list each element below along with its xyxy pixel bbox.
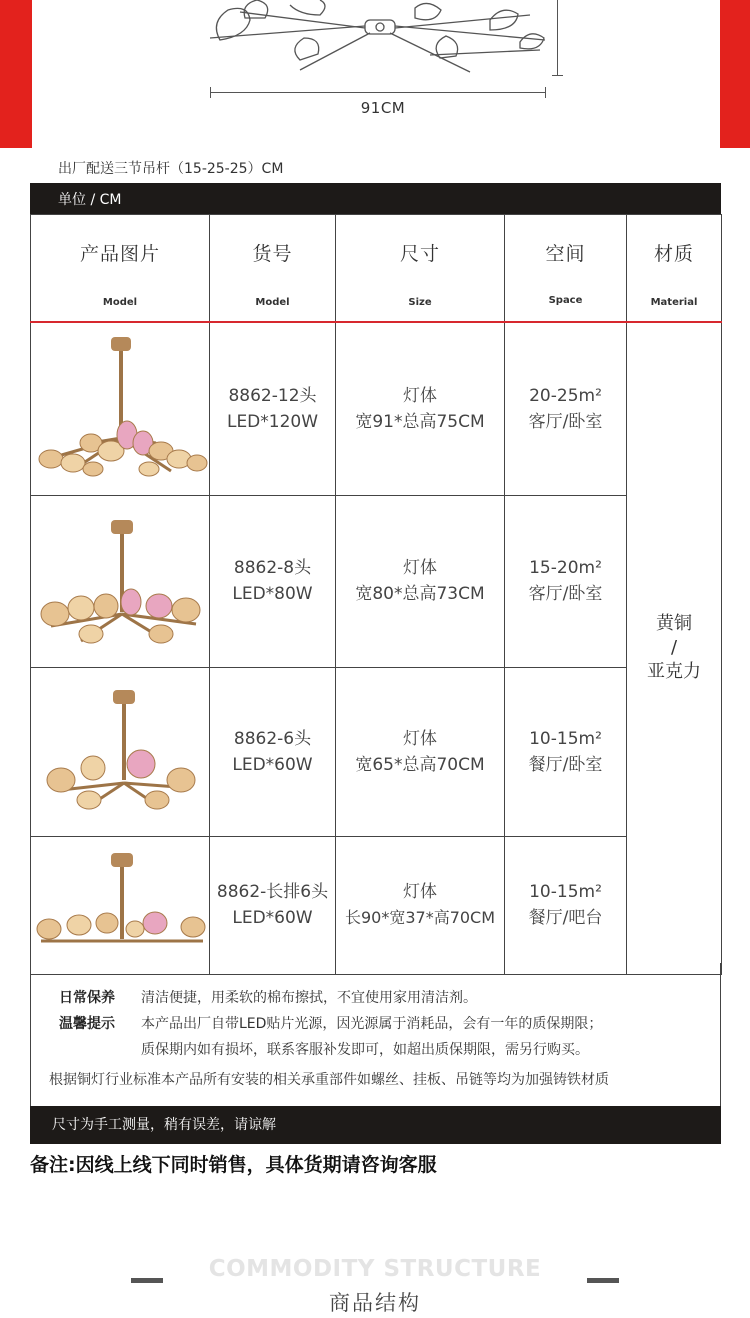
size-cell: [336, 495, 505, 667]
model-number: 8862-12头: [228, 385, 317, 406]
height-dimension-tick: [552, 75, 563, 76]
space-room: 客厅/卧室: [528, 411, 603, 432]
section-dash-right: [587, 1278, 619, 1283]
space-area: 20-25m²: [529, 385, 602, 406]
notes-section: [30, 963, 721, 1106]
product-image-8-head: [31, 495, 210, 667]
model-power: LED*80W: [232, 584, 313, 604]
spec-table: [30, 214, 722, 975]
care-text: 清洁便捷，用柔软的棉布擦拭，不宜使用家用清洁剂。: [141, 990, 477, 1006]
width-dimension-tick-left: [210, 87, 211, 98]
lamp-line-drawing: [200, 0, 560, 80]
size-cell: [336, 667, 505, 836]
model-cell: [210, 667, 336, 836]
product-image-12-head: [31, 322, 210, 496]
chandelier-image: [31, 496, 210, 663]
space-room: 客厅/卧室: [528, 584, 603, 604]
header-cn: 材质: [653, 243, 694, 265]
space-room: 餐厅/吧台: [528, 908, 603, 928]
remark-text: 备注:因线上线下同时销售，具体货期请咨询客服: [30, 1154, 437, 1176]
model-power: LED*60W: [232, 908, 313, 928]
chandelier-image: [31, 668, 210, 832]
space-cell: [505, 667, 627, 836]
space-cell: [505, 836, 627, 974]
model-power: LED*60W: [232, 754, 313, 775]
size-label: 灯体: [403, 558, 437, 578]
product-image-6-head: [31, 667, 210, 836]
material-cell: [627, 322, 722, 975]
material-brass: 黄铜: [656, 613, 692, 634]
red-side-strip-right: [720, 0, 750, 148]
space-cell: [505, 495, 627, 667]
tip-note-line2: 质保期内如有损坏，联系客服补发即可，如超出质保期限，需另行购买。: [141, 1042, 589, 1058]
tip-key: 温馨提示: [59, 1016, 115, 1032]
size-value: 宽65*总高70CM: [355, 754, 485, 775]
material-acrylic: 亚克力: [647, 661, 701, 682]
header-size: [336, 215, 505, 322]
width-dimension-tick-right: [545, 87, 546, 98]
header-en: Model: [102, 297, 138, 308]
header-en: Model: [255, 297, 290, 308]
dimension-banner: [0, 0, 750, 148]
space-cell: [505, 322, 627, 496]
width-dimension-line: [210, 92, 546, 93]
space-area: 15-20m²: [529, 558, 602, 578]
size-label: 灯体: [403, 882, 437, 902]
model-number: 8862-长排6头: [216, 882, 329, 902]
header-cn: 尺寸: [399, 243, 440, 265]
unit-bar: 单位 / CM: [30, 183, 721, 214]
width-dimension-label: 91CM: [360, 99, 406, 117]
size-value: 宽91*总高75CM: [355, 411, 485, 432]
table-row: [31, 322, 722, 496]
header-en: Space: [548, 295, 583, 306]
size-value: 宽80*总高73CM: [355, 584, 485, 604]
tip-note: [59, 1013, 602, 1033]
measurement-disclaimer-bar: 尺寸为手工测量，稍有误差，请谅解: [30, 1106, 721, 1144]
size-value: 长90*宽37*高70CM: [344, 908, 496, 927]
rod-note: 出厂配送三节吊杆（15-25-25）CM: [58, 161, 284, 177]
table-header-row: [31, 215, 722, 322]
size-label: 灯体: [403, 385, 437, 406]
size-label: 灯体: [403, 728, 437, 749]
size-cell: [336, 322, 505, 496]
height-dimension-line: [557, 0, 558, 76]
model-number: 8862-6头: [233, 728, 312, 749]
space-room: 餐厅/卧室: [528, 754, 603, 775]
space-area: 10-15m²: [529, 882, 602, 902]
header-en: Size: [408, 297, 432, 308]
header-en: Material: [650, 297, 698, 308]
header-cn: 货号: [252, 243, 293, 265]
section-title-en: COMMODITY STRUCTURE: [208, 1256, 542, 1282]
care-note: [59, 987, 477, 1007]
space-area: 10-15m²: [529, 728, 602, 749]
product-image-linear-6-head: [31, 836, 210, 974]
size-cell: [336, 836, 505, 974]
model-number: 8862-8头: [233, 558, 312, 578]
table-row: [31, 667, 722, 836]
care-key: 日常保养: [59, 990, 115, 1006]
model-cell: [210, 836, 336, 974]
table-row: [31, 495, 722, 667]
chandelier-image: [31, 837, 210, 970]
model-cell: [210, 495, 336, 667]
material-separator: /: [670, 637, 678, 658]
header-material: [627, 215, 722, 322]
chandelier-image: [31, 323, 210, 491]
header-model: [210, 215, 336, 322]
header-cn: 产品图片: [79, 243, 160, 265]
header-image: [31, 215, 210, 322]
model-cell: [210, 322, 336, 496]
table-row: [31, 836, 722, 974]
model-power: LED*120W: [226, 411, 319, 432]
header-space: [505, 215, 627, 322]
section-title-cn: 商品结构: [329, 1291, 421, 1315]
header-cn: 空间: [545, 243, 586, 265]
red-side-strip-left: [0, 0, 32, 148]
standard-note: 根据铜灯行业标准本产品所有安装的相关承重部件如螺丝、挂板、吊链等均为加强铸铁材质: [49, 1072, 609, 1088]
tip-text-line1: 本产品出厂自带LED贴片光源，因光源属于消耗品，会有一年的质保期限；: [141, 1016, 603, 1032]
